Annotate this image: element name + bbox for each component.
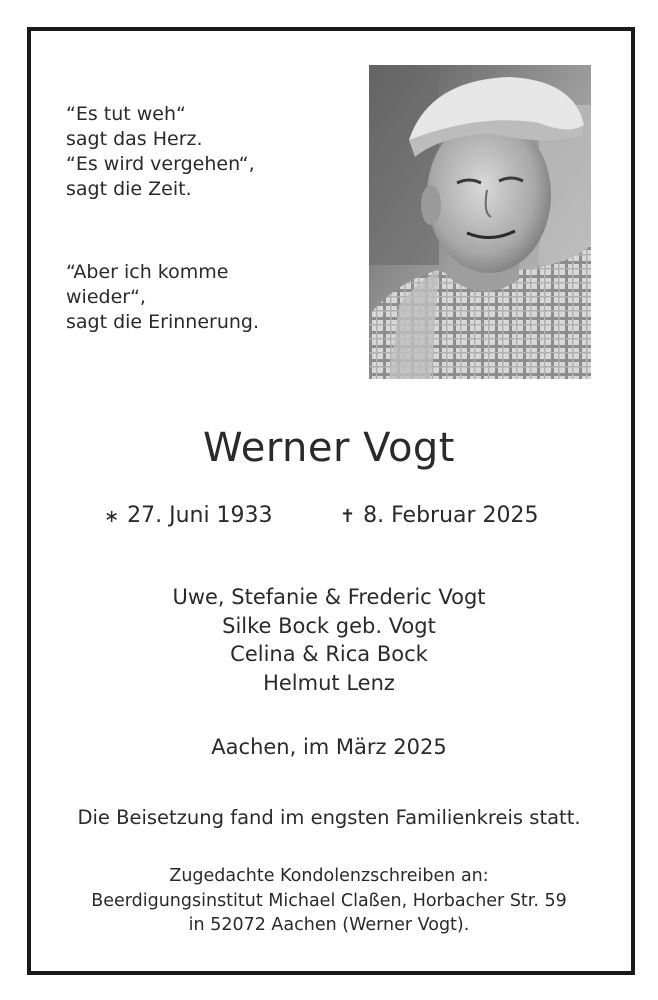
family-member: Celina & Rica Bock	[230, 642, 428, 666]
poem-line: sagt die Zeit.	[66, 178, 192, 200]
poem-stanza-2	[66, 260, 259, 335]
deceased-name: Werner Vogt	[203, 425, 455, 471]
family-member: Helmut Lenz	[263, 670, 395, 695]
poem-line: “Aber ich komme	[66, 261, 229, 283]
family-member: Uwe, Stefanie & Frederic Vogt	[172, 585, 486, 609]
family-member: Silke Bock geb. Vogt	[222, 613, 436, 638]
family-list	[0, 583, 658, 697]
birth-date	[104, 503, 273, 528]
cross-icon: ✝	[340, 506, 356, 527]
poem-line: sagt die Erinnerung.	[66, 311, 260, 333]
birth-star-icon: ∗	[104, 506, 120, 527]
address-line: in 52072 Aachen (Werner Vogt).	[188, 915, 470, 935]
death-date	[340, 503, 539, 528]
address-line: Zugedachte Kondolenzschreiben an:	[169, 866, 489, 886]
poem-line: wieder“,	[66, 286, 146, 308]
poem-line: “Es wird vergehen“,	[66, 153, 255, 175]
birth-date-text: 27. Juni 1933	[127, 503, 273, 528]
poem-stanza-1	[66, 102, 255, 202]
poem-line: “Es tut weh“	[66, 103, 186, 125]
burial-notice: Die Beisetzung fand im engsten Familienkreis statt.	[77, 806, 581, 829]
death-date-text: 8. Februar 2025	[363, 503, 539, 528]
portrait-photo-icon	[369, 65, 591, 379]
address-line: Beerdigungsinstitut Michael Claßen, Horbacher Str. 59	[91, 890, 567, 911]
poem-line: sagt das Herz.	[66, 128, 203, 150]
portrait-photo	[369, 65, 591, 379]
condolence-address	[0, 864, 658, 938]
place-date: Aachen, im März 2025	[211, 735, 447, 759]
